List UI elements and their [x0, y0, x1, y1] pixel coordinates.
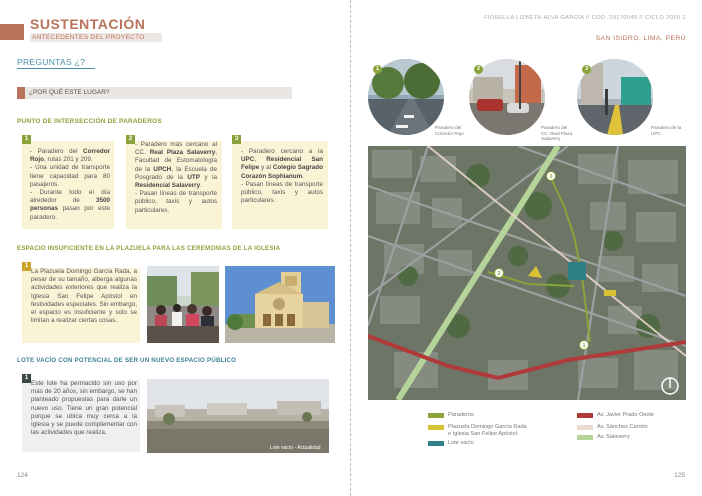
- circle-2-label: Paradero del CC. Real Plaza Salaverry: [541, 125, 573, 142]
- plazuela-number: 1: [22, 262, 31, 271]
- page-number-right: 125: [674, 472, 685, 479]
- paraderos-heading: PUNTO DE INTERSECCIÓN DE PARADEROS: [17, 118, 162, 125]
- card-2-segment: Real Plaza Salaverry: [149, 149, 216, 157]
- lote-text: Este lote ha permacido sin uso por más de 20 años, sin embargo, se han planteado propuestas para darle un nuevo uso. Tiene un gran potencial porque se ubica muy cerca a la Iglesia y se puede complementar con las actividades que realiza.: [31, 380, 137, 437]
- lote-number: 1: [22, 374, 31, 383]
- aerial-map: [368, 146, 686, 400]
- card-2-segment: y la: [199, 173, 217, 181]
- lote-photo: [147, 379, 329, 453]
- circle-3-number: 3: [582, 65, 591, 74]
- card-3-segment: ,: [254, 156, 267, 164]
- paradero-card-1-text: [30, 148, 110, 222]
- legend-label-javier-prado: Av. Javier Prado Oeste: [597, 412, 654, 418]
- iglesia-photo: [225, 266, 335, 343]
- legend-label-salaverry: Av. Salaverry: [597, 434, 630, 440]
- card-2-segment: - Pasan líneas de transporte público, taxis y autos particulares.: [135, 190, 217, 214]
- circle-1-label: Paradero del Corredor Rojo: [435, 125, 464, 136]
- legend-swatch-javier-prado: [577, 413, 593, 418]
- card-2-segment: UTP: [187, 173, 200, 181]
- legend-label-paraderos: Paraderos: [448, 412, 474, 418]
- card-1-segment: - Una unidad de transporte tiene capacidad para 80 pasajeros.: [30, 164, 110, 188]
- author-line: FIORELLA LIZBETH ALVA GARCÍA // COD. 20170048 // CICLO 2020-2: [483, 15, 686, 21]
- card-1-segment: Corredor Rojo: [30, 148, 110, 164]
- legend-swatch-sanchez-carrion: [577, 425, 593, 430]
- legend-swatch-lote: [428, 441, 444, 446]
- lote-photo-caption: Lote vacío - Actualidad: [270, 445, 321, 451]
- lote-heading: LOTE VACÍO CON POTENCIAL DE SER UN NUEVO ESPACIO PÚBLICO: [17, 357, 237, 364]
- card-3-segment: UPC: [241, 156, 255, 164]
- card-3-segment: - Pasan líneas de transporte público, taxis y autos particulares.: [241, 180, 323, 205]
- card-3-segment: Colegio Sagrado Corazón Sophianum: [241, 164, 323, 180]
- circle-1-number: 1: [373, 65, 382, 74]
- card-1-segment: - Durante todo el día alrededor de: [30, 189, 110, 205]
- question-bar-accent: [17, 87, 25, 99]
- legend-swatch-salaverry: [577, 435, 593, 440]
- paradero-card-3-text: [241, 148, 323, 205]
- questions-underline: [17, 68, 95, 69]
- card-3-segment: Residencial San Felipe: [241, 156, 323, 172]
- card-1-segment: , rutas 201 y 209.: [44, 156, 93, 164]
- card-1-segment: pasan por este paradero.: [30, 205, 110, 221]
- card-1-segment: - Paradero del: [30, 148, 84, 155]
- circle-3-label: Paradero de la UPC: [651, 125, 682, 136]
- page-title: SUSTENTACIÓN: [30, 16, 146, 32]
- place-label: SAN ISIDRO, LIMA, PERÚ: [595, 35, 686, 42]
- circle-2-number: 2: [474, 65, 483, 74]
- card-1-segment: 3500 personas: [30, 197, 110, 213]
- card-2-segment: .: [200, 182, 202, 190]
- paradero-card-2-text: [135, 141, 217, 215]
- card-3-segment: - Paradero cercano a la: [241, 148, 323, 155]
- legend-label-plazuela: Plazuela Domingo García Rada e Iglesia San Felipe Apóstol: [448, 424, 527, 437]
- legend-label-sanchez-carrion: Av. Sánchez Carrión: [597, 424, 648, 430]
- right-page: [351, 0, 702, 496]
- paradero-card-3-number: 3: [232, 135, 241, 144]
- card-2-segment: , Facultad de Estomatología de la: [135, 149, 217, 173]
- card-3-segment: y al: [259, 164, 273, 172]
- page-subtitle: ANTECEDENTES DEL PROYECTO: [30, 33, 162, 42]
- card-2-segment: Residencial Salaverry: [135, 182, 201, 190]
- map-marker-3: 3: [546, 171, 556, 181]
- card-3-segment: .: [302, 172, 304, 180]
- map-marker-1: 1: [579, 340, 589, 350]
- plazuela-event-photo: [147, 266, 219, 343]
- legend-swatch-paraderos: [428, 413, 444, 418]
- card-2-segment: UPCH: [153, 165, 172, 173]
- question-text: ¿POR QUÉ ESTE LUGAR?: [29, 89, 110, 96]
- header-accent-block: [0, 24, 24, 40]
- legend-swatch-plazuela: [428, 425, 444, 430]
- questions-heading: PREGUNTAS ¿?: [17, 57, 86, 67]
- page-number-left: 124: [17, 472, 28, 479]
- map-marker-2: 2: [494, 268, 504, 278]
- card-2-segment: - Paradero más cercano al CC.: [135, 141, 217, 157]
- card-2-segment: , la Escuela de Posgrado de la: [135, 165, 218, 181]
- paradero-card-2-number: 2: [126, 135, 135, 144]
- legend-label-lote: Lote vacío: [448, 440, 474, 446]
- plazuela-heading: ESPACIO INSUFICIENTE EN LA PLAZUELA PARA LAS CEREMONIAS DE LA IGLESIA: [17, 245, 281, 252]
- plazuela-text: La Plazuela Domingo García Rada, a pesar de su tamaño, alberga algunas actividades exteriores que realiza la Iglesia San Felipe Apóstol en festividades especiales. Sin embargo, el espacio es insuficiente y solo se limitan a realizar ciertas cosas.: [31, 268, 137, 325]
- paradero-card-1-number: 1: [22, 135, 31, 144]
